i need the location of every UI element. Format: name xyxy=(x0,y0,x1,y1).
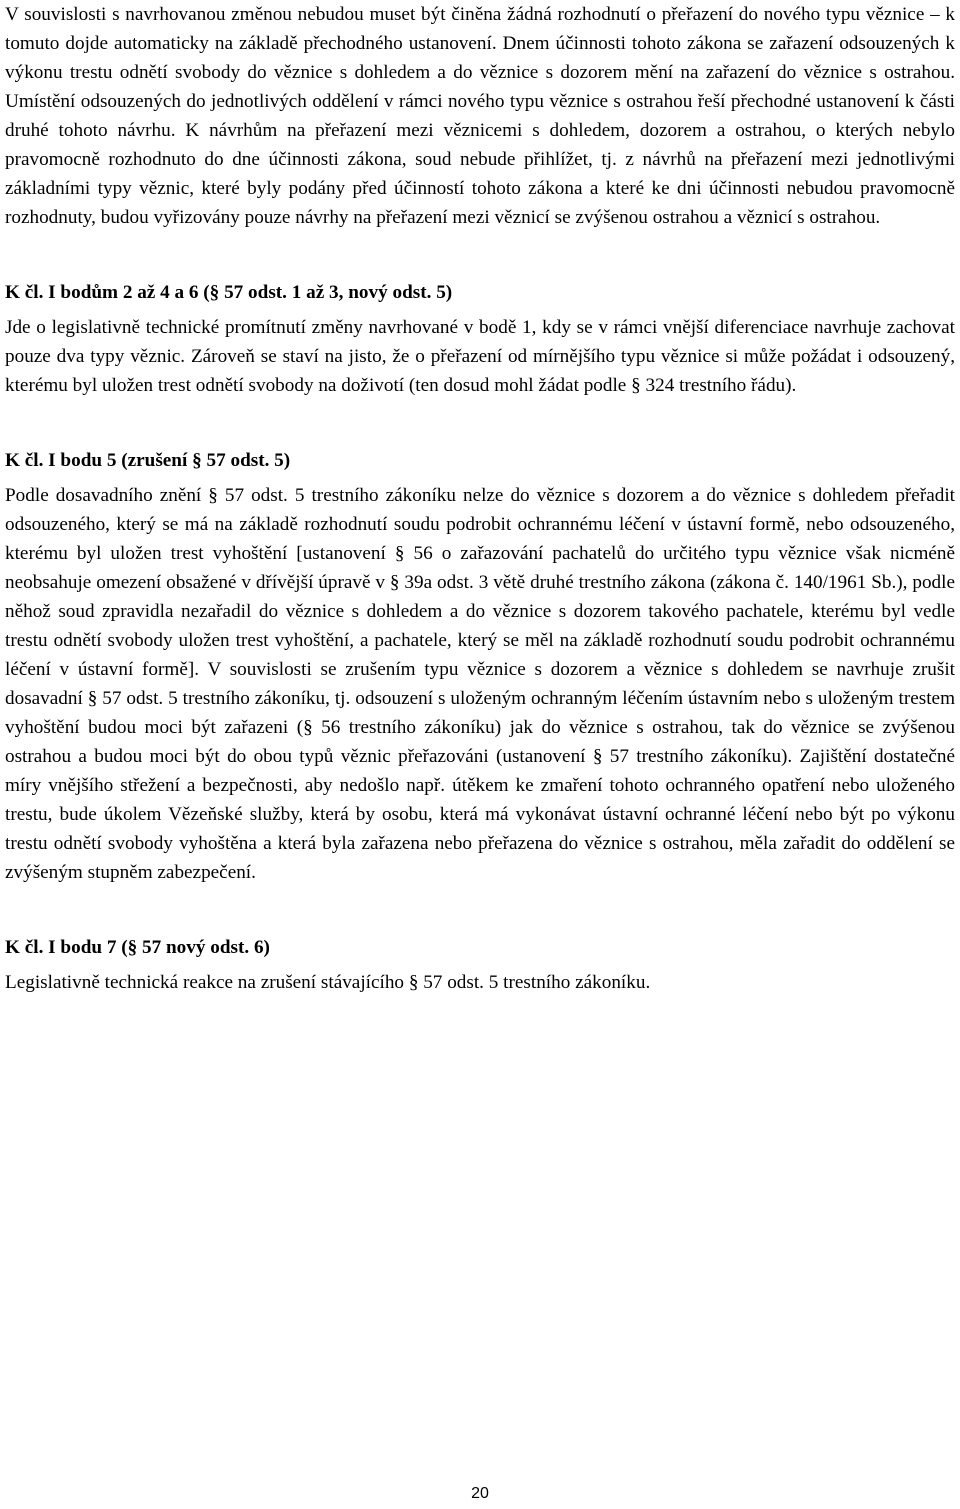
section-heading: K čl. I bodu 7 (§ 57 nový odst. 6) xyxy=(5,937,270,958)
section-spacer xyxy=(5,887,955,933)
body-paragraph: V souvislosti s navrhovanou změnou nebudou muset být činěna žádná rozhodnutí o přeřazení do nového typu věznice – k tomuto dojde automaticky na základě přechodného ustanovení. Dnem účinnosti tohoto zákona se zařazení odsouzených k výkonu trestu odnětí svobody do věznice s dohledem a do věznice s dozorem mění na zařazení do věznice s ostrahou. Umístění odsouzených do jednotlivých oddělení v rámci nového typu věznice s ostrahou řeší přechodné ustanovení k části druhé tohoto návrhu. K návrhům na přeřazení mezi věznicemi s dohledem, dozorem a ostrahou, o kterých nebylo pravomocně rozhodnuto do dne účinnosti zákona, soud nebude přihlížet, tj. z návrhů na přeřazení mezi jednotlivými základními typy věznic, které byly podány před účinností tohoto zákona a které ke dni účinnosti nebudou pravomocně rozhodnuty, budou vyřizovány pouze návrhy na přeřazení mezi věznicí se zvýšenou ostrahou a věznicí s ostrahou. xyxy=(5,4,955,228)
body-paragraph: Jde o legislativně technické promítnutí změny navrhované v bodě 1, kdy se v rámci vnější diferenciace navrhuje zachovat pouze dva typy věznic. Zároveň se staví na jisto, že o přeřazení od mírnějšího typu věznice si může požádat i odsouzený, kterému byl uložen trest odnětí svobody na doživotí (ten dosud mohl žádat podle § 324 trestního řádu). xyxy=(5,317,955,396)
section-spacer xyxy=(5,400,955,446)
section-spacer xyxy=(5,232,955,278)
body-paragraph: Legislativně technická reakce na zrušení stávajícího § 57 odst. 5 trestního zákoníku. xyxy=(5,972,651,993)
document-page xyxy=(5,0,955,997)
page-number: 20 xyxy=(471,1485,489,1502)
section-heading: K čl. I bodu 5 (zrušení § 57 odst. 5) xyxy=(5,450,291,471)
section-heading: K čl. I bodům 2 až 4 a 6 (§ 57 odst. 1 až 3, nový odst. 5) xyxy=(5,282,453,303)
body-paragraph: Podle dosavadního znění § 57 odst. 5 trestního zákoníku nelze do věznice s dozorem a do věznice s dohledem přeřadit odsouzeného, který se má na základě rozhodnutí soudu podrobit ochrannému léčení v ústavní formě, nebo odsouzeného, kterému byl uložen trest vyhoštění [ustanovení § 56 o zařazování pachatelů do určitého typu věznice však nicméně neobsahuje omezení obsažené v dřívější úpravě v § 39a odst. 3 větě druhé trestního zákona (zákona č. 140/1961 Sb.), podle něhož soud zpravidla nezařadil do věznice s dohledem a do věznice s dozorem takového pachatele, kterému byl vedle trestu odnětí svobody uložen trest vyhoštění, a pachatele, který se měl na základě rozhodnutí soudu podrobit ochrannému léčení v ústavní formě]. V souvislosti se zrušením typu věznice s dozorem a věznice s dohledem se navrhuje zrušit dosavadní § 57 odst. 5 trestního zákoníku, tj. odsouzení s uloženým ochranným léčením ústavním nebo s uloženým trestem vyhoštění budou moci být zařazeni (§ 56 trestního zákoníku) jak do věznice s ostrahou, tak do věznice se zvýšenou ostrahou a budou moci být do obou typů věznic přeřazováni (ustanovení § 57 trestního zákoníku). Zajištění dostatečné míry vnějšího střežení a bezpečnosti, aby nedošlo např. útěkem ke zmaření tohoto ochranného opatření nebo uloženého trestu, bude úkolem Vězeňské služby, která by osobu, která má vykonávat ústavní ochranné léčení nebo být po výkonu trestu odnětí svobody vyhoštěna a která byla zařazena nebo přeřazena do věznice s ostrahou, měla zařadit do oddělení se zvýšeným stupněm zabezpečení. xyxy=(5,485,955,883)
